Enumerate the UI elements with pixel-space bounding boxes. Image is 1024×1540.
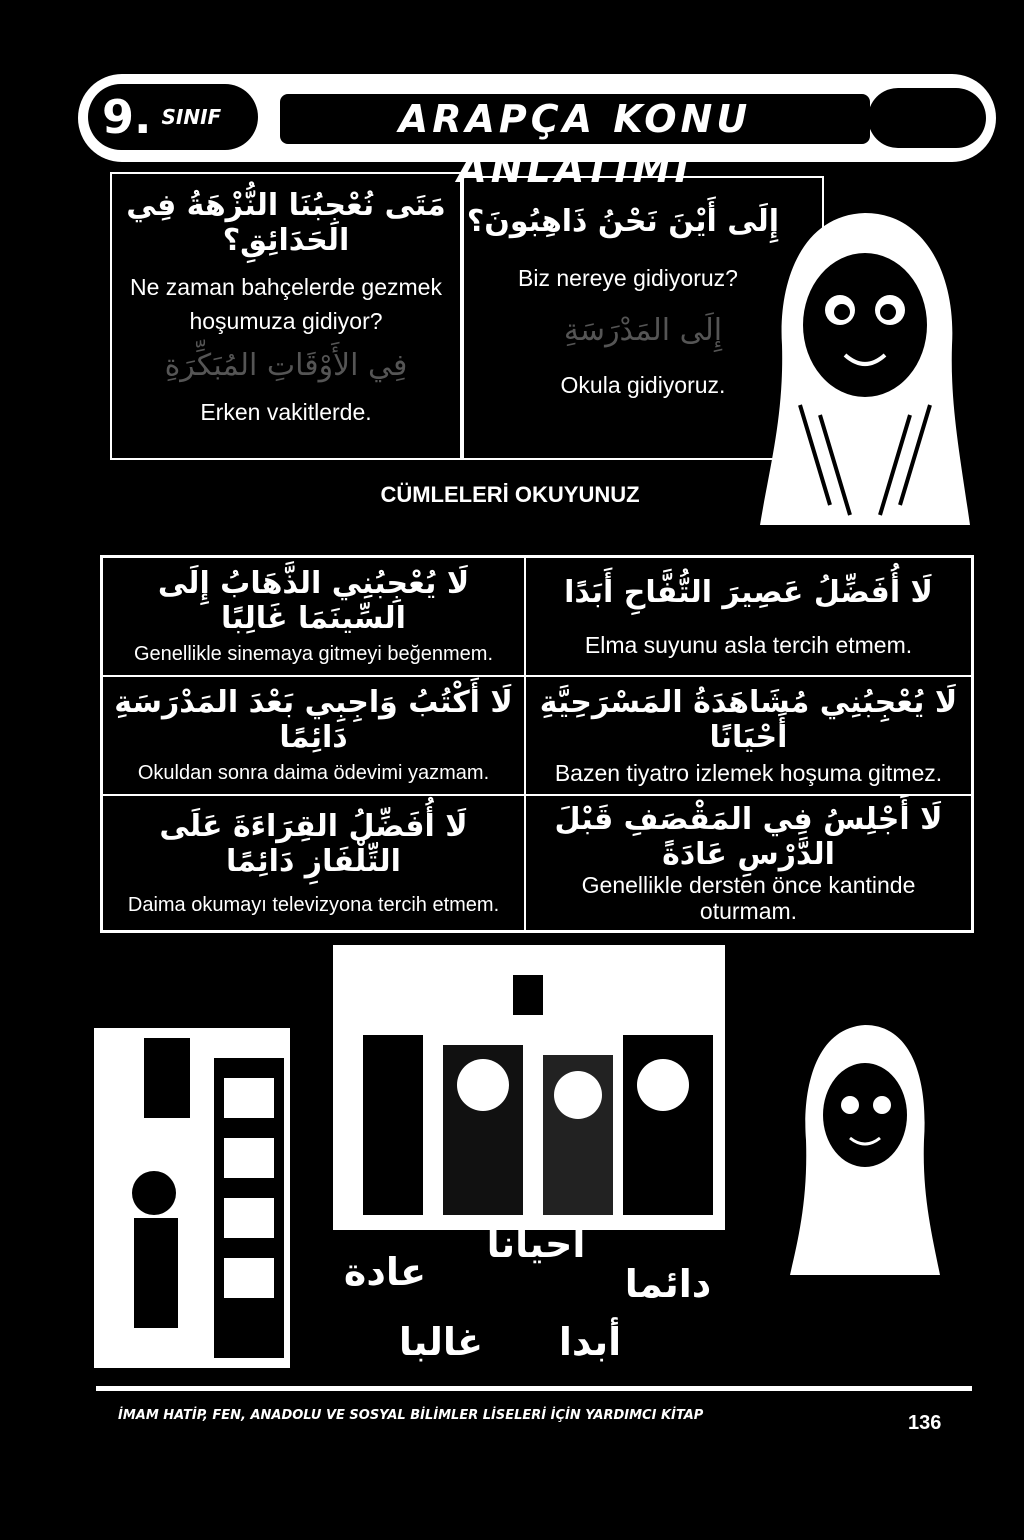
dialogue-answer-ar: فِي الأَوْقَاتِ المُبَكِّرَةِ <box>164 348 408 383</box>
dialogue-question-ar: إِلَى أَيْنَ نَحْنُ ذَاهِبُونَ؟ <box>466 204 780 239</box>
sentence-cell <box>102 557 525 676</box>
word-label-ghaliban: غالبا <box>398 1320 484 1364</box>
sentence-ar: لَا أُفَضِّلُ عَصِيرَ التُّفَّاحِ أَبَدًا <box>564 575 933 610</box>
sentence-ar: لَا أُفَضِّلُ القِرَاءَةَ عَلَى التِّلْفَازِ دَائِمًا <box>159 808 468 879</box>
word-label-aadatan: عادة <box>343 1250 427 1294</box>
footer-divider <box>96 1386 972 1391</box>
banner-end-cap <box>868 88 986 148</box>
dialogue-question-tr: Ne zaman bahçelerde gezmek hoşumuza gidiyor? <box>130 274 442 334</box>
sentence-table <box>100 555 974 933</box>
sentence-cell <box>102 676 525 795</box>
sentence-tr: Genellikle dersten önce kantinde oturmam. <box>581 872 916 924</box>
unit-number: 9. <box>102 90 152 144</box>
dialogue-answer-ar: إِلَى المَدْرَسَةِ <box>563 313 723 348</box>
sentence-cell <box>525 676 972 795</box>
sentence-ar: لَا يُعْجِبُنِي الذَّهَابُ إِلَى السِّينَمَا غَالِبًا <box>157 566 470 637</box>
girl-illustration-top <box>760 205 970 535</box>
page-number: 136 <box>908 1412 942 1434</box>
sentence-cell <box>102 795 525 931</box>
sentence-ar: لَا أَجْلِسُ فِي المَقْصَفِ قَبْلَ الدَّرْسِ عَادَةً <box>554 802 943 872</box>
sentence-cell <box>525 795 972 931</box>
sentence-tr: Okuldan sonra daima ödevimi yazmam. <box>137 761 490 784</box>
sentence-tr: Daima okumayı televizyona tercih etmem. <box>127 893 500 916</box>
dialogue-question-ar: مَتَى نُعْجِبُنَا النُّزْهَةُ فِي الحَدَائِقِ؟ <box>126 188 446 258</box>
unit-label: SINIF <box>161 105 222 129</box>
section-heading: CÜMLELERİ OKUYUNUZ <box>380 482 640 507</box>
classroom-picture <box>333 945 725 1230</box>
dialogue-answer-tr: Okula gidiyoruz. <box>560 372 726 398</box>
sentence-tr: Elma suyunu asla tercih etmem. <box>584 632 913 658</box>
word-label-abadan: أبدا <box>558 1320 622 1364</box>
sentence-ar: لَا أَكْتُبُ وَاجِبِي بَعْدَ المَدْرَسَةِ دَائِمًا <box>114 685 513 756</box>
sentence-ar: لَا يُعْجِبُنِي مُشَاهَدَةُ المَسْرَحِيَّةِ أَحْيَانًا <box>539 685 958 756</box>
dialogue-answer-tr: Erken vakitlerde. <box>200 399 372 425</box>
unit-badge <box>88 84 258 150</box>
library-picture <box>94 1028 290 1368</box>
page-title: ARAPÇA KONU ANLATIMI <box>280 94 870 144</box>
dialogue-question-tr: Biz nereye gidiyoruz? <box>518 265 738 291</box>
word-label-daiman: دائما <box>624 1262 712 1306</box>
word-label-ahyanan: أحيانا <box>486 1222 586 1266</box>
sentence-tr: Genellikle sinemaya gitmeyi beğenmem. <box>133 642 494 665</box>
sentence-cell <box>525 557 972 676</box>
sentence-tr: Bazen tiyatro izlemek hoşuma gitmez. <box>554 759 943 786</box>
dialogue-box-when <box>110 172 462 460</box>
girl-illustration-bottom <box>790 1020 940 1275</box>
footer-text: İMAM HATİP, FEN, ANADOLU VE SOSYAL BİLİMLER LİSELERİ İÇİN YARDIMCI KİTAP <box>118 1408 704 1423</box>
